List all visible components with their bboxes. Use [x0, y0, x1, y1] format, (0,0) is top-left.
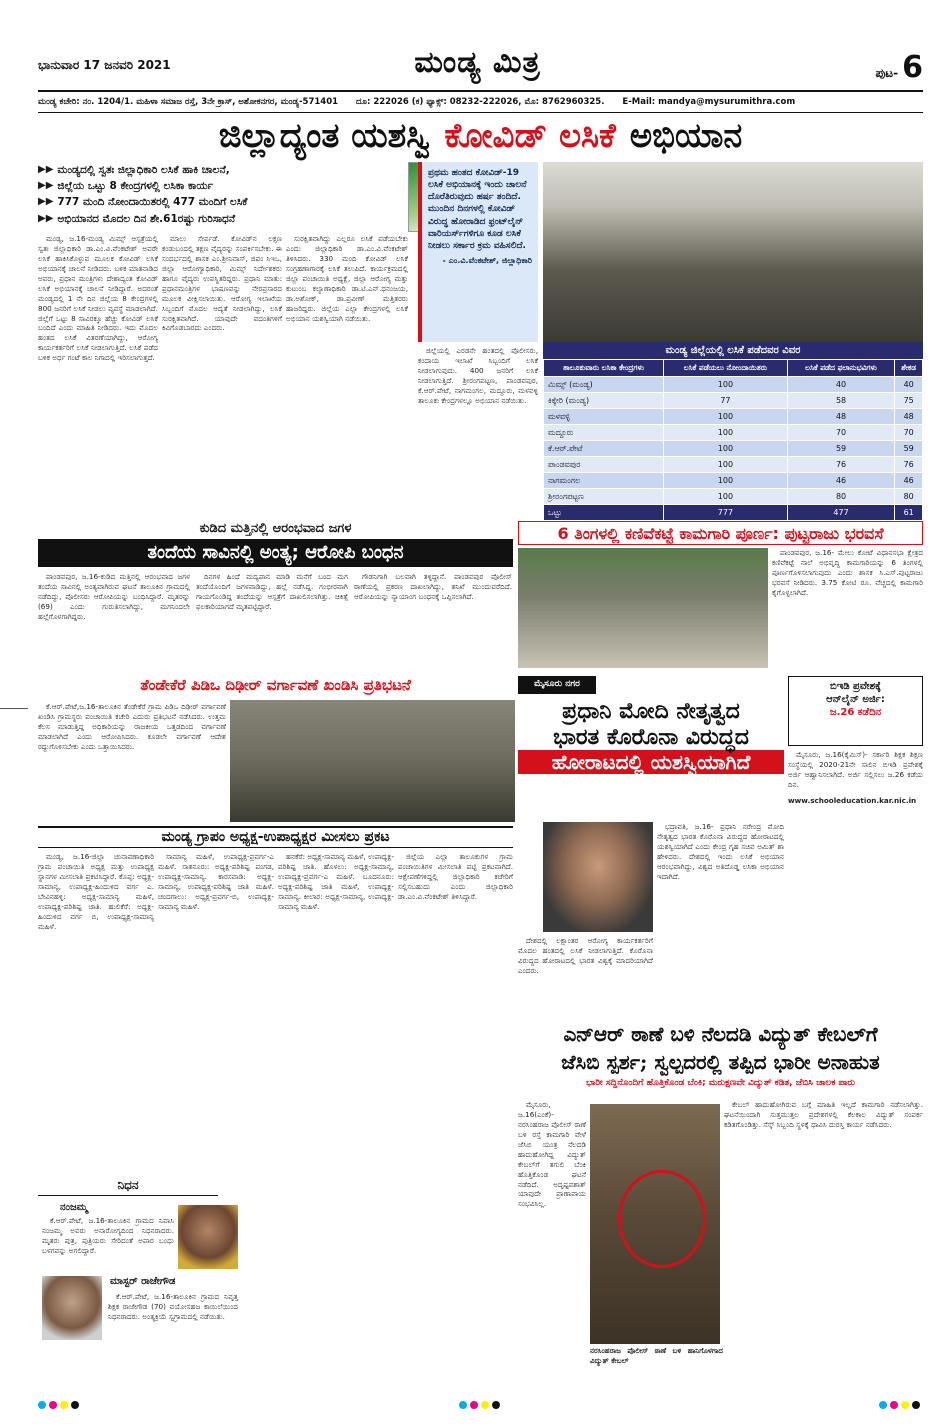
table-cell: ಕಿಕ್ಕೇರಿ (ಮಂಡ್ಯ) [544, 393, 664, 409]
table-cell: 100 [664, 457, 788, 473]
table-row [544, 489, 923, 505]
masthead-rule [38, 90, 923, 92]
dc-quote-box: ಪ್ರಥಮ ಹಂತದ ಕೋವಿಡ್-19 ಲಸಿಕೆ ಅಭಿಯಾನಕ್ಕೆ ಇಂದು ಚಾಲನೆ ದೊರೆತಿರುವುದು ಹರ್ಷ ತಂದಿದೆ. ಮುಂದಿನ ದಿನಗಳಲ್ಲಿ ಕೋವಿಡ್ ವಿರುದ್ಧ ಹೋರಾಡಿದ ಫ್ರಂಟ್‌ಲೈನ್ ವಾರಿಯರ್ಸ್‌ಗಳಿಗೂ ಕೂಡ ಲಸಿಕೆ ನೀಡಲು ಸರ್ಕಾರ ಕ್ರಮ ವಹಿಸಲಿದೆ. - ಎಂ.ವಿ.ವೆಂಕಟೇಶ್, ಜಿಲ್ಲಾಧಿಕಾರಿ [418, 162, 538, 342]
contact-strip [38, 93, 923, 111]
table-cell: ನಾಗಮಂಗಲ [544, 473, 664, 489]
table-cell: 100 [664, 425, 788, 441]
modi-headline-line1: ಪ್ರಧಾನಿ ಮೋದಿ ನೇತೃತ್ವದ [562, 698, 740, 724]
kudida-kicker: ಕುಡಿದ ಮತ್ತಿನಲ್ಲಿ ಆರಂಭವಾದ ಜಗಳ [199, 521, 352, 536]
kudida-column-1: ಪಾಂಡವಪುರ, ಜ.16-ಕುಡಿದ ಮತ್ತಿನಲ್ಲಿ ಆರಂಭವಾದ ಜಗಳ ತಂದೆಯ ಸಾವಿನಲ್ಲಿ ಅಂತ್ಯವಾಗಿರುವ ಘಟನೆ ತಾಲೂಕಿನ ಗ್ರಾಮದಲ್ಲಿ ನಡೆದಿದ್ದು, ಪೊಲೀಸರು ಆರೋಪಿಯನ್ನು ಬಂಧಿಸಿದ್ದಾರೆ. ಮೃತರನ್ನು (69) ಎಂದು ಗುರುತಿಸಲಾಗಿದ್ದು, ಮಗನಿಂದಲೇ ಹಲ್ಲೆಗೊಳಗಾಗಿದ್ದರು. [38, 572, 190, 621]
table-cell: 76 [895, 457, 923, 473]
table-cell: 100 [664, 489, 788, 505]
bed-website: www.schooleducation.kar.nic.in [788, 795, 917, 805]
table-cell: 76 [787, 457, 895, 473]
table-cell: 477 [787, 505, 895, 521]
contact-phone: ದೂ: 222026 (ಕ) ಫ್ಯಾಕ್ಸ್: 08232-222026, ಮೊ: 8762960325. [356, 97, 605, 107]
cable-column-1: ಮೈಸೂರು, ಜ.16(ಎಂಕೆ)- ನರಸಿಂಹರಾಜ ಪೊಲೀಸ್ ಠಾಣೆ ಬಳಿ ರಸ್ತೆ ಕಾಮಗಾರಿ ವೇಳೆ ಜೆಸಿಬಿ ಯಂತ್ರ ನೆಲದಡಿ ಹಾದುಹೋಗಿದ್ದ ವಿದ್ಯುತ್ ಕೇಬಲ್‌ಗೆ ತಗುಲಿ ಬೆಂಕಿ ಹೊತ್ತಿಕೊಂಡ ಘಟನೆ ನಡೆದಿದೆ. ಅದೃಷ್ಟವಶಾತ್ ಯಾವುದೇ ಪ್ರಾಣಾಪಾಯ ಸಂಭವಿಸಿಲ್ಲ. [518, 1100, 586, 1209]
contact-address: ಮಂಡ್ಯ ಕಚೇರಿ: ನಂ. 1204/1. ಮಹಿಳಾ ಸಮಾಜ ರಸ್ತೆ, 3ನೇ ಕ್ರಾಸ್, ಅಶೋಕನಗರ, ಮಂಡ್ಯ-571401 [38, 97, 339, 107]
obituary-body-1: ಕೆ.ಆರ್.ಪೇಟೆ, ಜ.16-ತಾಲೂಕಿನ ಗ್ರಾಮದ ನಿವಾಸಿ ನಂಜಮ್ಮ ಅವರು ಅನಾರೋಗ್ಯದಿಂದ ನಿಧನರಾದರು. ಮೃತರು ಪುತ್ರ, ಪುತ್ರಿಯರು ಸೇರಿದಂತೆ ಅಪಾರ ಬಂಧು ಬಳಗವನ್ನು ಅಗಲಿದ್ದಾರೆ. [42, 1216, 174, 1255]
table-cell: 46 [787, 473, 895, 489]
table-cell: 80 [787, 489, 895, 505]
lead-bullets [38, 162, 408, 227]
table-cell: 70 [895, 425, 923, 441]
table-row [544, 457, 923, 473]
table-cell: 100 [664, 441, 788, 457]
table-cell: ಕೆ.ಆರ್.ಪೇಟೆ [544, 441, 664, 457]
issue-date: ಭಾನುವಾರ 17 ಜನವರಿ 2021 [38, 58, 171, 72]
lead-column-4: ಜಿಲ್ಲೆಯಲ್ಲಿ ಎರಡನೇ ಹಂತದಲ್ಲಿ ಪೊಲೀಸರು, ಕಂದಾಯ ಇಲಾಖೆ ಸಿಬ್ಬಂದಿಗೆ ಲಸಿಕೆ ನೀಡಲಾಗುವುದು. 400 ಜನರಿಗೆ ಲಸಿಕೆ ನೀಡಲಾಗುತ್ತಿದೆ. ಶ್ರೀರಂಗಪಟ್ಟಣ, ಪಾಂಡವಪುರ, ಕೆ.ಆರ್.ಪೇಟೆ, ನಾಗಮಂಗಲ, ಮದ್ದೂರು, ಮಳವಳ್ಳಿ ತಾಲೂಕು ಕೇಂದ್ರಗಳಲ್ಲೂ ಅಭಿಯಾನ ನಡೆಯಿತು. [418, 346, 538, 405]
newspaper-logo: ಮಂಡ್ಯ ಮಿತ್ರ [414, 44, 541, 80]
bullet-item: ▶▶ ಜಿಲ್ಲೆಯ ಒಟ್ಟು 8 ಕೇಂದ್ರಗಳಲ್ಲಿ ಲಸಿಕಾ ಕಾರ್ಯ [38, 180, 214, 193]
table-cell: ಮಳವಳ್ಳಿ [544, 409, 664, 425]
page-number: ಪುಟ- 6 [875, 50, 923, 85]
table-row [544, 473, 923, 489]
lead-headline: ಜಿಲ್ಲಾದ್ಯಂತ ಯಶಸ್ವಿ ಕೋವಿಡ್ ಲಸಿಕೆ ಅಭಿಯಾನ [218, 116, 743, 156]
table-cell: ಒಟ್ಟು [544, 505, 664, 521]
obituary-name-1: ನಂಜಮ್ಮ [60, 1202, 88, 1213]
table-header: ಲಸಿಕೆ ಪಡೆಯಲು ನೋಂದಾಯಿತರು [664, 360, 788, 377]
protest-photo [230, 700, 515, 822]
table-cell: 61 [895, 505, 923, 521]
modi-headline-line2: ಭಾರತ ಕೊರೊನಾ ವಿರುದ್ಧದ [553, 724, 749, 750]
bed-admission-box: ಬಿಇಡಿ ಪ್ರವೇಶಕ್ಕೆ ಆನ್‌ಲೈನ್ ಅರ್ಜಿ: ಜ.26 ಕಡೆದಿನ [788, 676, 923, 746]
obituary-body-2: ಕೆ.ಆರ್.ಪೇಟೆ, ಜ.16-ತಾಲೂಕಿನ ಗ್ರಾಮದ ನಿವೃತ್ತ ಶಿಕ್ಷಕ ರಾಜೇಗೌಡ (70) ವಯೋಸಹಜ ಕಾಯಿಲೆಯಿಂದ ನಿಧನರಾದರು. ಅಂತ್ಯಕ್ರಿಯೆ ಸ್ವಗ್ರಾಮದಲ್ಲಿ ನಡೆಯಿತು. [108, 1292, 238, 1321]
table-cell: 80 [895, 489, 923, 505]
table-cell: ಪಾಂಡವಪುರ [544, 457, 664, 473]
cable-subheadline: ಭಾರೀ ಸದ್ದಿನೊಂದಿಗೆ ಹೊತ್ತಿಕೊಂಡ ಬೆಂಕಿ; ಮರುಕ್ಷಣವೇ ವಿದ್ಯುತ್ ಕಡಿತ, ಜೆಬಿಸಿ ಚಾಲಕ ಪಾರು [586, 1078, 855, 1088]
tendekere-column-1: ಕೆ.ಆರ್.ಪೇಟೆ,ಜ.16-ತಾಲೂಕಿನ ತೆಂಡೇಕೆರೆ ಗ್ರಾಮ ಪಿಡಿಒ ದಿಢೀರ್ ವರ್ಗಾವಣೆ ಖಂಡಿಸಿ ಗ್ರಾಮಸ್ಥರು ಪಂಚಾಯಿತಿ ಕಚೇರಿ ಎದುರು ಪ್ರತಿಭಟನೆ ನಡೆಸಿದರು. ಉತ್ತಮ ಕೆಲಸ ಮಾಡುತ್ತಿದ್ದ ಅಧಿಕಾರಿಯನ್ನು ರಾಜಕೀಯ ಒತ್ತಡದಿಂದ ವರ್ಗಾವಣೆ ಮಾಡಲಾಗಿದೆ ಎಂದು ಆರೋಪಿಸಿದರು. ಕೂಡಲೇ ವರ್ಗಾವಣೆ ಆದೇಶ ರದ್ದುಗೊಳಿಸಬೇಕು ಎಂದು ಒತ್ತಾಯಿಸಿದರು. [38, 702, 226, 751]
tendekere-headline: ತೆಂಡೇಕೆರೆ ಪಿಡಿಒ ದಿಢೀರ್ ವರ್ಗಾವಣೆ ಖಂಡಿಸಿ ಪ್ರತಿಭಟನೆ [140, 676, 411, 694]
table-cell: 48 [895, 409, 923, 425]
lead-column-2: ಮಾಲು ಸೇರ್ಪಡೆ. ಕೋವಿಡ್‌ನ ಲಕ್ಷಣ ಕಂಡುಬಂದಲ್ಲಿ ತಕ್ಷಣ ವೈದ್ಯರನ್ನು ಸಂಪರ್ಕಿಸಬೇಕು. ಈ ಸಂದರ್ಭದಲ್ಲಿ ಶಾಸಕ ಎಂ.ಶ್ರೀನಿವಾಸ್, ಜಿಪಂ ಸಿಇಒ, ಜಿಲ್ಲಾ ಆರೋಗ್ಯಾಧಿಕಾರಿ, ಮಿಮ್ಸ್ ನಿರ್ದೇಶಕರು ಹಾಗೂ ವೈದ್ಯರು ಉಪಸ್ಥಿತರಿದ್ದರು. ಪ್ರಧಾನಿ ಮಾತು: ಪ್ರಧಾನಮಂತ್ರಿಗಳ ಭಾಷಣವನ್ನು ನೇರಪ್ರಸಾರದ ಮೂಲಕ ವೀಕ್ಷಿಸಲಾಯಿತು. ಆರೋಗ್ಯ ಇಲಾಖೆಯ ಸಿಬ್ಬಂದಿಗೆ ಮೊದಲ ಆದ್ಯತೆ ನೀಡಲಾಗಿದ್ದು, ಲಸಿಕೆ ಸುರಕ್ಷಿತವಾಗಿದೆ. ಯಾವುದೇ ವದಂತಿಗಳಿಗೆ ಕಿವಿಗೊಡಬಾರದು ಎಂದರು. [162, 234, 282, 333]
bullet-item: ▶▶ 777 ಮಂದಿ ನೋಂದಾಯಿತರಲ್ಲಿ 477 ಮಂದಿಗೆ ಲಸಿಕೆ [38, 196, 248, 209]
kudida-column-2: ದಿನಗಳ ಹಿಂದೆ ಮದ್ಯಪಾನ ಮಾಡಿ ಮನೆಗೆ ಬಂದ ಮಗ ತಂದೆಯೊಂದಿಗೆ ಜಗಳವಾಡಿದ್ದು, ಹಲ್ಲೆ ನಡೆಸಿದ್ದ. ಗಂಭೀರವಾಗಿ ಗಾಯಗೊಂಡಿದ್ದ ತಂದೆಯನ್ನು ಆಸ್ಪತ್ರೆಗೆ ದಾಖಲಿಸಲಾಗಿತ್ತು. ಚಿಕಿತ್ಸೆ ಫಲಕಾರಿಯಾಗದೆ ಮೃತಪಟ್ಟಿದ್ದಾರೆ. [196, 572, 348, 611]
table-cell: ಶ್ರೀರಂಗಪಟ್ಟಣ [544, 489, 664, 505]
reservation-column-2: ಸಾಮಾನ್ಯ ಮಹಿಳೆ, ಉಪಾಧ್ಯಕ್ಷ-ಪ್ರವರ್ಗ-ಎ ಮಹಿಳೆ. ಸಾತನೂರು: ಅಧ್ಯಕ್ಷ-ಪರಿಶಿಷ್ಟ ಪಂಗಡ, ಉಪಾಧ್ಯಕ್ಷ-ಸಾಮಾನ್ಯ. ಕಾರಸವಾಡಿ: ಅಧ್ಯಕ್ಷ-ಸಾಮಾನ್ಯ, ಉಪಾಧ್ಯಕ್ಷ-ಪರಿಶಿಷ್ಟ ಜಾತಿ ಮಹಿಳೆ. ಚಂದಗಾಲು: ಅಧ್ಯಕ್ಷ-ಪ್ರವರ್ಗ-ಬಿ, ಉಪಾಧ್ಯಕ್ಷ-ಸಾಮಾನ್ಯ ಮಹಿಳೆ. [158, 852, 274, 911]
table-cell: 59 [787, 441, 895, 457]
cable-photo-caption: ನರಸಿಂಹರಾಜ ಪೊಲೀಸ್ ಠಾಣೆ ಬಳಿ ಹಾನಿಗೊಳಗಾದ ವಿದ್ಯುತ್ ಕೇಬಲ್ [590, 1346, 723, 1365]
crop-mark [0, 708, 28, 709]
table-row [544, 377, 923, 393]
obituary-photo-2 [42, 1276, 102, 1340]
bullet-item: ▶▶ ಅಭಿಯಾನದ ಮೊದಲ ದಿನ ಶೇ.61ರಷ್ಟು ಗುರಿಸಾಧನೆ [38, 212, 236, 225]
print-registration-dots [38, 1398, 923, 1408]
reservation-column-3: ಹನಕೆರೆ: ಅಧ್ಯಕ್ಷ-ಸಾಮಾನ್ಯ ಮಹಿಳೆ, ಉಪಾಧ್ಯಕ್ಷ-ಪರಿಶಿಷ್ಟ ಜಾತಿ. ಹೊಳಲು: ಅಧ್ಯಕ್ಷ-ಸಾಮಾನ್ಯ, ಉಪಾಧ್ಯಕ್ಷ-ಪ್ರವರ್ಗ-ಎ ಮಹಿಳೆ. ಬೂದನೂರು: ಅಧ್ಯಕ್ಷ-ಪರಿಶಿಷ್ಟ ಜಾತಿ ಮಹಿಳೆ, ಉಪಾಧ್ಯಕ್ಷ-ಸಾಮಾನ್ಯ. ಕೀಲಾರ: ಅಧ್ಯಕ್ಷ-ಸಾಮಾನ್ಯ, ಉಪಾಧ್ಯಕ್ಷ-ಸಾಮಾನ್ಯ ಮಹಿಳೆ. [278, 852, 394, 911]
kudida-headline: ತಂದೆಯ ಸಾವಿನಲ್ಲಿ ಅಂತ್ಯ; ಆರೋಪಿ ಬಂಧನ [38, 539, 513, 567]
cable-headline-1: ಎನ್‌ಆರ್ ಠಾಣೆ ಬಳಿ ನೆಲದಡಿ ವಿದ್ಯುತ್ ಕೇಬಲ್‌ಗೆ [563, 1022, 878, 1046]
bed-admission-body: ಮೈಸೂರು, ಜ.16(ಕೈಮಿಸ್)- ಸರ್ಕಾರಿ ಶಿಕ್ಷಕ ಶಿಕ್ಷಣ ಸಂಸ್ಥೆಯಲ್ಲಿ 2020-21ನೇ ಸಾಲಿನ ಬಿಇಡಿ ಪ್ರವೇಶಕ್ಕೆ ಅರ್ಜಿ ಆಹ್ವಾನಿಸಲಾಗಿದೆ. ಅರ್ಜಿ ಸಲ್ಲಿಸಲು ಜ.26 ಕಡೆಯ ದಿನ. www.schooleducation.kar.nic.in [788, 750, 923, 805]
vaccine-table-title: ಮಂಡ್ಯ ಜಿಲ್ಲೆಯಲ್ಲಿ ಲಸಿಕೆ ಪಡೆದವರ ವಿವರ [543, 342, 923, 359]
table-total-row [544, 505, 923, 521]
table-cell: ಮಿಮ್ಸ್ (ಮಂಡ್ಯ) [544, 377, 664, 393]
table-header: ಲಸಿಕೆ ಪಡೆದ ಫಲಾನುಭವಿಗಳು [787, 360, 895, 377]
table-cell: 59 [895, 441, 923, 457]
obituary-photo-1 [178, 1205, 238, 1269]
table-cell: 48 [787, 409, 895, 425]
highlight-circle [618, 1170, 706, 1268]
table-cell: 40 [787, 377, 895, 393]
table-row [544, 393, 923, 409]
table-row [544, 441, 923, 457]
works-inauguration-photo [518, 548, 768, 668]
table-cell: 100 [664, 409, 788, 425]
modi-column-2: ದೇಶದಲ್ಲಿ ಲಕ್ಷಾಂತರ ಆರೋಗ್ಯ ಕಾರ್ಯಕರ್ತರಿಗೆ ಮೊದಲ ಹಂತದಲ್ಲಿ ಲಸಿಕೆ ನೀಡಲಾಗುತ್ತಿದೆ. ಕೊರೊನಾ ವಿರುದ್ಧದ ಹೋರಾಟದಲ್ಲಿ ಭಾರತ ವಿಶ್ವಕ್ಕೆ ಮಾದರಿಯಾಗಿದೆ ಎಂದರು. [518, 936, 653, 975]
six-months-headline: 6 ತಿಂಗಳಲ್ಲಿ ಕಣಿವೆಕಟ್ಟೆ ಕಾಮಗಾರಿ ಪೂರ್ಣ: ಪುಟ್ಟರಾಜು ಭರವಸೆ [518, 521, 923, 545]
table-cell: 77 [664, 393, 788, 409]
obituary-name-2: ಮಾಸ್ಟರ್ ರಾಜೇಗೌಡ [110, 1276, 176, 1287]
table-cell: 100 [664, 377, 788, 393]
vaccination-photo [543, 162, 923, 342]
table-header: ತಾಲೂಕುವಾರು ಲಸಿಕಾ ಕೇಂದ್ರಗಳು [544, 360, 664, 377]
reservation-column-1: ಮಂಡ್ಯ, ಜ.16-ಜಿಲ್ಲಾ ಚುನಾವಣಾಧಿಕಾರಿ ಗ್ರಾಮ ಪಂಚಾಯಿತಿ ಅಧ್ಯಕ್ಷ ಮತ್ತು ಉಪಾಧ್ಯಕ್ಷ ಸ್ಥಾನಗಳ ಮೀಸಲಾತಿ ಪ್ರಕಟಿಸಿದ್ದಾರೆ. ಕೊಪ್ಪ: ಅಧ್ಯಕ್ಷ-ಸಾಮಾನ್ಯ, ಉಪಾಧ್ಯಕ್ಷ-ಹಿಂದುಳಿದ ವರ್ಗ ಎ. ಬೇವಿನಹಳ್ಳಿ: ಅಧ್ಯಕ್ಷ-ಸಾಮಾನ್ಯ ಮಹಿಳೆ, ಉಪಾಧ್ಯಕ್ಷ-ಪರಿಶಿಷ್ಟ ಜಾತಿ. ಹುಲಿಕೆರೆ: ಅಧ್ಯಕ್ಷ-ಹಿಂದುಳಿದ ವರ್ಗ ಬಿ, ಉಪಾಧ್ಯಕ್ಷ-ಸಾಮಾನ್ಯ ಮಹಿಳೆ. [38, 852, 154, 931]
contact-rule [38, 112, 923, 113]
modi-headline-line3: ಹೋರಾಟದಲ್ಲಿ ಯಶಸ್ವಿಯಾಗಿದೆ [518, 750, 784, 774]
table-cell: ಮದ್ದೂರು [544, 425, 664, 441]
reservation-column-4: ಜಿಲ್ಲೆಯ ಎಲ್ಲಾ ತಾಲೂಕುಗಳ ಗ್ರಾಮ ಪಂಚಾಯಿತಿಗಳ ಮೀಸಲಾತಿ ಪಟ್ಟಿ ಪ್ರಕಟವಾಗಿದೆ. ಆಕ್ಷೇಪಣೆಗಳಿದ್ದಲ್ಲಿ ಜಿಲ್ಲಾಧಿಕಾರಿ ಕಚೇರಿಗೆ ಸಲ್ಲಿಸಬಹುದು ಎಂದು ಜಿಲ್ಲಾಧಿಕಾರಿ ಡಾ.ಎಂ.ವಿ.ವೆಂಕಟೇಶ್ ತಿಳಿಸಿದ್ದಾರೆ. [398, 852, 513, 901]
reservation-headline: ಮಂಡ್ಯ ಗ್ರಾಪಂ ಅಧ್ಯಕ್ಷ-ಉಪಾಧ್ಯಕ್ಷರ ಮೀಸಲು ಪ್ರಕಟ [38, 826, 513, 848]
modi-headline-block [518, 698, 784, 820]
bullet-item: ▶▶ ಮಂಡ್ಯದಲ್ಲಿ ಸ್ವತಃ ಜಿಲ್ಲಾಧಿಕಾರಿ ಲಸಿಕೆ ಹಾಕಿ ಚಾಲನೆ, [38, 164, 230, 176]
vaccine-table [543, 342, 923, 521]
table-cell: 58 [787, 393, 895, 409]
table-cell: 46 [895, 473, 923, 489]
lead-column-1: ಮಂಡ್ಯ, ಜ.16-ಮಂಡ್ಯ ಮಿಮ್ಸ್ ಆಸ್ಪತ್ರೆಯಲ್ಲಿ ಸ್ವತಃ ಜಿಲ್ಲಾಧಿಕಾರಿ ಡಾ.ಎಂ.ವಿ.ವೆಂಕಟೇಶ್ ಅವರೇ ಲಸಿಕೆ ಹಾಕಿಸಿಕೊಳ್ಳುವ ಮೂಲಕ ಕೋವಿಡ್ ಲಸಿಕೆ ಅಭಿಯಾನಕ್ಕೆ ಚಾಲನೆ ನೀಡಿದರು. ಬಳಿಕ ಮಾತನಾಡಿದ ಅವರು, ಪ್ರಧಾನ ಮಂತ್ರಿಗಳು ದೇಶಾದ್ಯಂತ ಕೋವಿಡ್ ಲಸಿಕೆ ಅಭಿಯಾನಕ್ಕೆ ಚಾಲನೆ ನೀಡಿದ್ದಾರೆ. ಅದರಂತೆ ಮಂಡ್ಯದಲ್ಲಿ 1 ನೇ ದಿನ ಜಿಲ್ಲೆಯ 8 ಕೇಂದ್ರಗಳಲ್ಲಿ 800 ಜನರಿಗೆ ಲಸಿಕೆ ನೀಡಲು ವ್ಯವಸ್ಥೆ ಮಾಡಲಾಗಿದೆ. ಜಿಲ್ಲೆಗೆ ಒಟ್ಟು 8 ಸಾವಿರಕ್ಕೂ ಹೆಚ್ಚು ಕೋವಿಡ್ ಲಸಿಕೆ ಬಂದಿದೆ ಎಂದು ಮಾಹಿತಿ ನೀಡಿದರು. ಇದು ಮೊದಲ ಹಂತದ ಲಸಿಕೆ ವಿತರಣೆಯಾಗಿದ್ದು, ಆರೋಗ್ಯ ಕಾರ್ಯಕರ್ತರಿಗೆ ಲಸಿಕೆ ನೀಡಲಾಗುತ್ತಿದೆ. ಲಸಿಕೆ ಪಡೆದ ಬಳಿಕ ಅರ್ಧ ಗಂಟೆ ಕಾಲ ನಿಗಾದಲ್ಲಿ ಇರಿಸಲಾಗುತ್ತದೆ. [38, 234, 158, 363]
table-row [544, 409, 923, 425]
modi-column-1: ಭದ್ರಾವತಿ, ಜ.16- ಪ್ರಧಾನಿ ನರೇಂದ್ರ ಮೋದಿ ನೇತೃತ್ವದ ಭಾರತ ಕೊರೊನಾ ವಿರುದ್ಧದ ಹೋರಾಟದಲ್ಲಿ ಯಶಸ್ವಿಯಾಗಿದೆ ಎಂದು ಕೇಂದ್ರ ಗೃಹ ಸಚಿವ ಅಮಿತ್ ಶಾ ಹೇಳಿದರು. ದೇಶದಲ್ಲಿ ಇಂದು ಲಸಿಕೆ ಅಭಿಯಾನ ಆರಂಭವಾಗಿದ್ದು, ವಿಶ್ವದ ಅತಿದೊಡ್ಡ ಲಸಿಕಾ ಅಭಿಯಾನ ಇದಾಗಿದೆ. [657, 822, 784, 881]
table-row [544, 425, 923, 441]
six-months-column-1: ಪಾಂಡವಪುರ, ಜ.16- ಮೇಲು ಕೋಟೆ ವಿಧಾನಸಭಾ ಕ್ಷೇತ್ರದ ಕಣಿವೆಕಟ್ಟೆ ನಾಲೆ ಅಭಿವೃದ್ಧಿ ಕಾಮಗಾರಿಯನ್ನು 6 ತಿಂಗಳಲ್ಲಿ ಪೂರ್ಣಗೊಳಿಸಲಾಗುವುದು ಎಂದು ಶಾಸಕ ಸಿ.ಎಸ್.ಪುಟ್ಟರಾಜು ಭರವಸೆ ನೀಡಿದರು. 3.75 ಕೋಟಿ ರೂ. ವೆಚ್ಚದಲ್ಲಿ ಕಾಮಗಾರಿ ಕೈಗೊಳ್ಳಲಾಗಿದೆ. [772, 548, 923, 597]
obituary-title: ನಿಧನ [38, 1178, 218, 1196]
cable-headline-2: ಜೆಸಿಬಿ ಸ್ಪರ್ಶ; ಸ್ವಲ್ಪದರಲ್ಲಿ ತಪ್ಪಿದ ಭಾರೀ ಅನಾಹುತ [561, 1050, 880, 1074]
table-cell: 777 [664, 505, 788, 521]
table-cell: 75 [895, 393, 923, 409]
table-cell: 100 [664, 473, 788, 489]
table-cell: 70 [787, 425, 895, 441]
kudida-column-3: ಗೌಡನಿಗಾಗಿ ಬಲವಾಗಿ ತಳ್ಳಿದ್ದಾನೆ. ಪಾಂಡವಪುರ ಪೊಲೀಸ್ ಠಾಣೆಯಲ್ಲಿ ಪ್ರಕರಣ ದಾಖಲಾಗಿದ್ದು, ತನಿಖೆ ಮುಂದುವರೆದಿದೆ. ಆರೋಪಿಯನ್ನು ನ್ಯಾಯಾಂಗ ಬಂಧನಕ್ಕೆ ಒಪ್ಪಿಸಲಾಗಿದೆ. [354, 572, 512, 601]
amit-shah-photo [543, 822, 653, 932]
table-header: ಶೇಕಡ [895, 360, 923, 377]
mysuru-city-tag: ಮೈಸೂರು ನಗರ [518, 676, 596, 694]
cable-column-2: ಕೇಬಲ್ ಹಾದುಹೋಗಿರುವ ಬಗ್ಗೆ ಮಾಹಿತಿ ಇಲ್ಲದೆ ಕಾಮಗಾರಿ ನಡೆಸಲಾಗಿತ್ತು. ಘಟನೆಯಿಂದಾಗಿ ಸುತ್ತಮುತ್ತಲ ಪ್ರದೇಶಗಳಲ್ಲಿ ಕೆಲಕಾಲ ವಿದ್ಯುತ್ ಸಂಪರ್ಕ ಕಡಿತಗೊಂಡಿತ್ತು. ಸೆಸ್ಕ್ ಸಿಬ್ಬಂದಿ ಸ್ಥಳಕ್ಕೆ ಧಾವಿಸಿ ದುರಸ್ತಿ ಕಾರ್ಯ ನಡೆಸಿದರು. [724, 1100, 923, 1129]
lead-column-3: ಸುರಕ್ಷಿತವಾಗಿದ್ದು ಎಲ್ಲರೂ ಲಸಿಕೆ ಪಡೆಯಬೇಕು ಎಂದು ಜಿಲ್ಲಾಧಿಕಾರಿ ಡಾ.ಎಂ.ವಿ.ವೆಂಕಟೇಶ್ ತಿಳಿಸಿದರು. 330 ಮಂದಿ ಕೋವಿಡ್ ಲಸಿಕೆ ಸಂಗ್ರಹಣಾಗಾರಕ್ಕೆ ಲಸಿಕೆ ತಲುಪಿದೆ. ಕಾರ್ಯಕ್ರಮದಲ್ಲಿ ಜಿಲ್ಲಾ ಪಂಚಾಯಿತಿ ಅಧ್ಯಕ್ಷೆ, ಜಿಲ್ಲಾ ಆರೋಗ್ಯ ಮತ್ತು ಕುಟುಂಬ ಕಲ್ಯಾಣಾಧಿಕಾರಿ ಡಾ.ಟಿ.ಎನ್.ಧನಂಜಯ, ಡಾ.ಅಶೋಕ್, ಡಾ.ಪ್ರವೀಣ್ ಮತ್ತಿತರರು ಹಾಜರಿದ್ದರು. ಜಿಲ್ಲೆಯ ಎಲ್ಲಾ ಕೇಂದ್ರಗಳಲ್ಲಿ ಲಸಿಕೆ ಅಭಿಯಾನ ಯಶಸ್ವಿಯಾಗಿ ನಡೆಯಿತು. [286, 234, 408, 323]
table-cell: 40 [895, 377, 923, 393]
contact-email: E-Mail: mandya@mysurumithra.com [622, 97, 796, 107]
